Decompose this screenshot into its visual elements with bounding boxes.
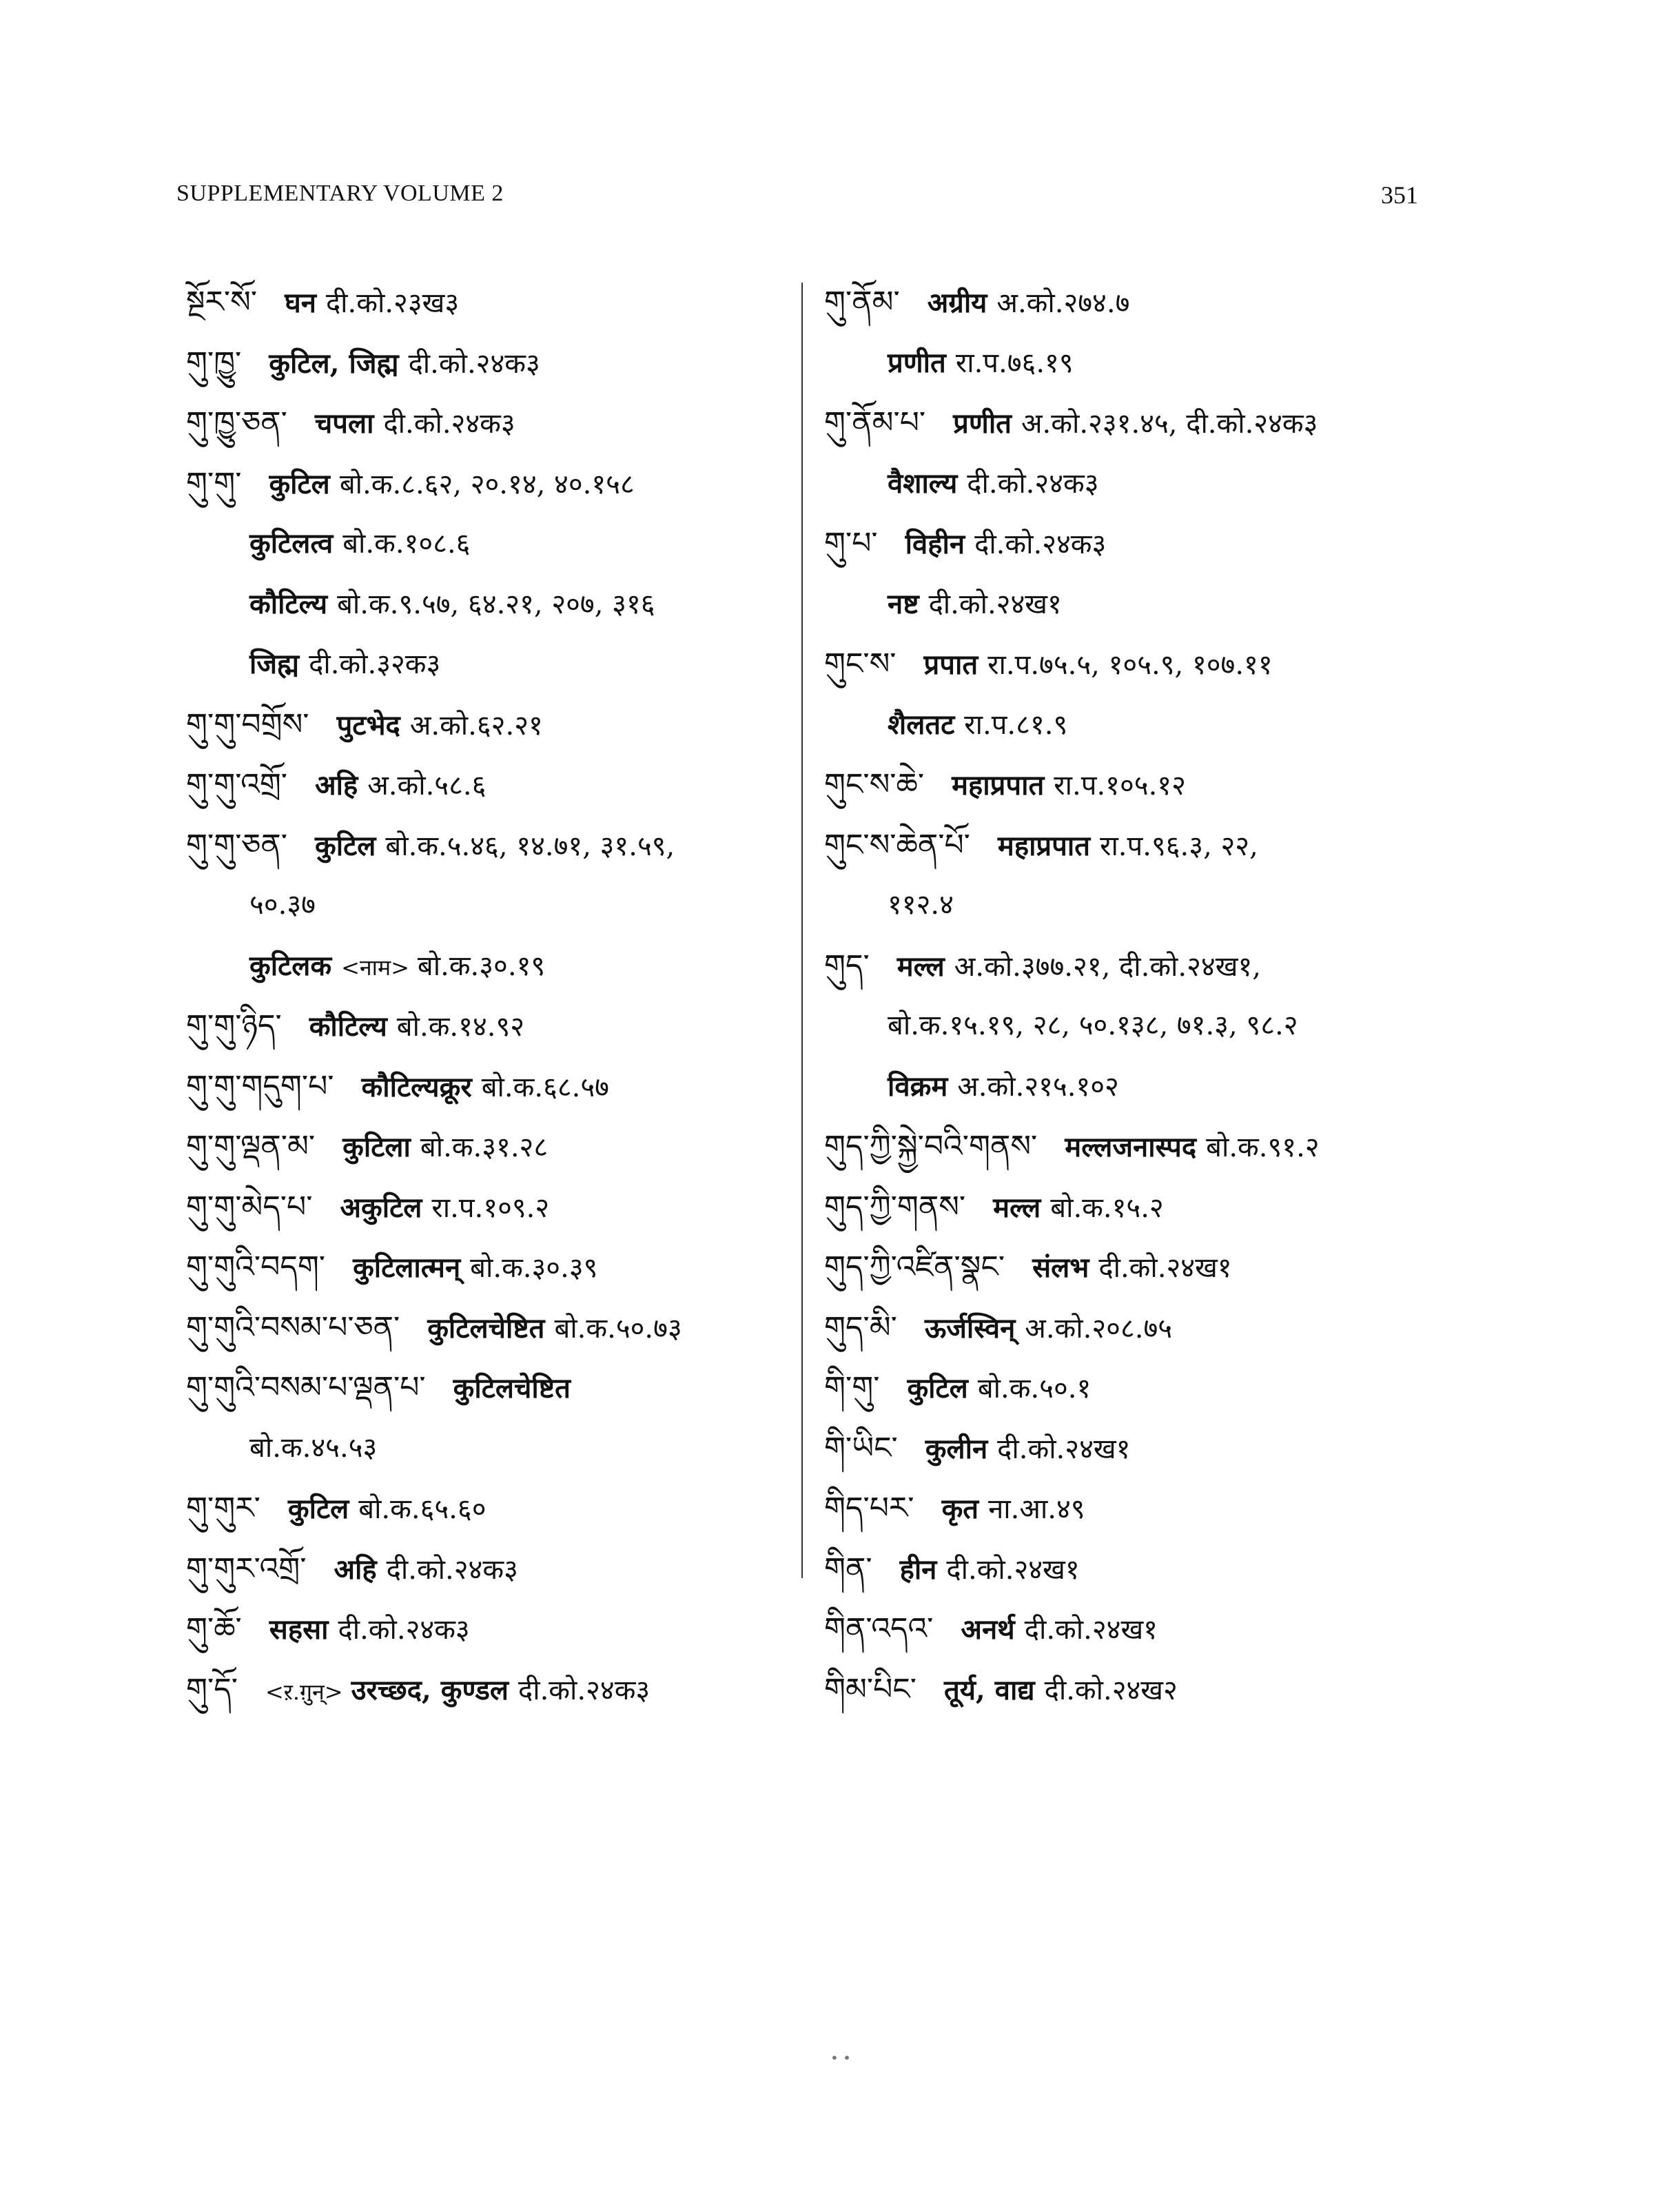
running-title: SUPPLEMENTARY VOLUME 2 xyxy=(176,181,504,206)
tibetan-headword: གུ་གུ་མེད་པ་ xyxy=(186,1189,313,1225)
entry-continuation xyxy=(824,875,1458,936)
sanskrit-equivalent: तूर्य, वाद्य xyxy=(943,1673,1035,1706)
sanskrit-equivalent: उरच्छद, कुण्डल xyxy=(351,1673,509,1706)
entry-continuation xyxy=(186,936,792,997)
dictionary-entry xyxy=(186,695,792,755)
tibetan-headword: གུ་ཁྱུ་ xyxy=(186,345,242,380)
tibetan-headword: གུ་གུ་བགྲོས་ xyxy=(186,706,309,742)
source-reference: रा.प.९६.३, २२, xyxy=(1100,830,1258,862)
tibetan-headword: གིན་འདའ་ xyxy=(824,1611,934,1646)
sanskrit-equivalent: कुटिल xyxy=(287,1493,349,1525)
tibetan-headword: སྔོར་སོ་ xyxy=(186,285,258,320)
sanskrit-equivalent: कुटिलत्व xyxy=(249,527,334,560)
dictionary-entry xyxy=(824,1116,1458,1177)
sanskrit-equivalent: प्रणीत xyxy=(953,407,1012,440)
tibetan-headword: གིད་པར་ xyxy=(824,1491,914,1526)
tibetan-headword: གིམ་པིང་ xyxy=(824,1671,916,1707)
source-reference: बो.क.१४.९२ xyxy=(396,1011,525,1043)
dictionary-entry xyxy=(824,1478,1458,1539)
source-reference: अ.को.२१५.१०२ xyxy=(957,1070,1119,1103)
dictionary-entry xyxy=(186,1237,792,1298)
source-reference: दी.को.३२क३ xyxy=(309,648,441,680)
source-reference: दी.को.२४ख१ xyxy=(997,1433,1131,1465)
page-header xyxy=(176,181,1418,222)
dictionary-entry xyxy=(824,634,1458,695)
source-reference: दी.को.२४ख१ xyxy=(928,588,1062,620)
dictionary-entry xyxy=(824,1539,1458,1600)
sanskrit-equivalent: कुटिलात्मन् xyxy=(353,1251,461,1284)
source-reference: दी.को.२४ख१ xyxy=(946,1553,1080,1586)
source-reference: दी.को.२४क३ xyxy=(967,467,1099,500)
dictionary-entry xyxy=(186,453,792,514)
sanskrit-equivalent: हीन xyxy=(899,1553,937,1586)
tibetan-headword: གུ་གུ་ཅན་ xyxy=(186,827,288,863)
dictionary-entry xyxy=(186,1659,792,1720)
source-reference: ना.आ.४९ xyxy=(988,1493,1085,1525)
source-reference: अ.को.५८.६ xyxy=(367,770,486,801)
dictionary-entry xyxy=(186,333,792,394)
dictionary-entry xyxy=(824,272,1458,333)
source-reference: दी.को.२४क३ xyxy=(408,347,540,380)
dictionary-entry xyxy=(824,936,1458,997)
sanskrit-equivalent: प्रपात xyxy=(923,648,979,681)
sanskrit-equivalent: कुटिलचेष्टित xyxy=(427,1311,545,1345)
sanskrit-equivalent: विहीन xyxy=(905,528,965,560)
dictionary-entry xyxy=(186,755,792,815)
tibetan-headword: གུ་གུ་གདུག་པ་ xyxy=(186,1068,334,1104)
entry-continuation xyxy=(824,574,1458,635)
source-reference: अ.को.२३१.४५, दी.को.२४क३ xyxy=(1021,408,1318,440)
dictionary-entry xyxy=(186,272,792,333)
page-number: 351 xyxy=(1381,181,1418,209)
dictionary-entry xyxy=(186,1177,792,1238)
dictionary-entry xyxy=(824,1298,1458,1358)
right-column xyxy=(824,272,1458,1719)
source-reference: बो.क.४५.५३ xyxy=(249,1431,378,1464)
sanskrit-equivalent: सहसा xyxy=(269,1613,329,1646)
sanskrit-equivalent: अहि xyxy=(315,769,358,801)
dictionary-entry xyxy=(186,1539,792,1600)
sanskrit-equivalent: विक्रम xyxy=(888,1070,948,1103)
sanskrit-equivalent: शैलतट xyxy=(888,708,955,741)
sanskrit-equivalent: कुटिला xyxy=(342,1131,411,1163)
sanskrit-equivalent: संलभ xyxy=(1032,1251,1089,1284)
dictionary-entry xyxy=(824,513,1458,574)
tibetan-headword: གུ་གུར་ xyxy=(186,1491,260,1526)
tibetan-headword: གུ་ཁྱུ་ཅན་ xyxy=(186,405,287,440)
sanskrit-equivalent: घन xyxy=(285,287,316,319)
dictionary-entry xyxy=(824,1237,1458,1298)
sanskrit-equivalent: कृत xyxy=(941,1493,979,1525)
source-reference: बो.क.१०८.६ xyxy=(342,528,471,560)
source-reference: बो.क.३०.३९ xyxy=(470,1252,598,1284)
dictionary-entry xyxy=(186,1056,792,1117)
source-reference: दी.को.२४ख१ xyxy=(1098,1252,1232,1284)
sanskrit-equivalent: नष्ट xyxy=(888,587,919,620)
source-reference: दी.को.२४क३ xyxy=(386,1553,518,1586)
dictionary-entry xyxy=(186,393,792,453)
tibetan-headword: གུ་གུ་ xyxy=(186,465,242,501)
sanskrit-equivalent: कुटिल xyxy=(907,1372,968,1404)
tibetan-headword: གུད་མི་ xyxy=(824,1309,897,1345)
entry-continuation xyxy=(186,634,792,695)
sanskrit-equivalent: कुटिल xyxy=(315,829,376,862)
entry-continuation xyxy=(186,1418,792,1479)
sanskrit-equivalent: कुटिल, जिह्म xyxy=(269,347,399,380)
sanskrit-equivalent: कुटिल xyxy=(269,467,330,500)
sanskrit-equivalent: मल्लजनास्पद xyxy=(1065,1131,1197,1163)
tibetan-headword: གུ་དོ་ xyxy=(186,1671,238,1707)
source-reference: दी.को.२४ख२ xyxy=(1044,1674,1178,1706)
source-reference: रा.प.८१.९ xyxy=(964,708,1068,741)
dictionary-entry xyxy=(186,1358,792,1418)
source-reference: बो.क.६५.६० xyxy=(358,1493,486,1525)
source-reference: दी.को.२४ख१ xyxy=(1024,1614,1158,1646)
source-reference: दी.को.२४क३ xyxy=(338,1614,470,1646)
tibetan-headword: གུད་ཀྱི་གནས་ xyxy=(824,1189,966,1225)
source-reference: रा.प.१०९.२ xyxy=(431,1192,550,1224)
tibetan-headword: གུ་གུ་ཉིད་ xyxy=(186,1008,282,1043)
source-reference: अ.को.३७७.२१, दी.को.२४ख१, xyxy=(954,950,1261,983)
entry-continuation xyxy=(824,695,1458,755)
source-reference: बो.क.८.६२, २०.१४, ४०.१५८ xyxy=(339,468,635,500)
sanskrit-equivalent: जिह्म xyxy=(249,648,300,680)
source-reference: दी.को.२३ख३ xyxy=(325,287,460,319)
tibetan-headword: གུ་ཆོ་ xyxy=(186,1611,242,1646)
source-reference: बो.क.१५.१९, २८, ५०.१३८, ७१.३, ९८.२ xyxy=(888,1010,1298,1041)
sanskrit-equivalent: महाप्रपात xyxy=(997,829,1091,862)
sanskrit-equivalent: कौटिल्यक्रूर xyxy=(361,1070,472,1103)
dictionary-entry xyxy=(186,996,792,1056)
sanskrit-equivalent: चपला xyxy=(314,407,374,440)
sanskrit-equivalent: महाप्रपात xyxy=(952,769,1045,801)
sanskrit-equivalent: मल्ल xyxy=(993,1191,1041,1224)
column-divider xyxy=(801,283,803,1578)
dictionary-entry xyxy=(824,1358,1458,1418)
source-reference: बो.क.६८.५७ xyxy=(481,1071,609,1103)
dictionary-entry xyxy=(186,815,792,876)
dictionary-entry xyxy=(824,755,1458,815)
source-reference: ५०.३७ xyxy=(249,889,316,921)
source-reference: बो.क.१५.२ xyxy=(1050,1192,1164,1224)
dictionary-entry xyxy=(824,815,1458,876)
sanskrit-equivalent: अनर्थ xyxy=(961,1613,1015,1646)
sanskrit-equivalent: कुलीन xyxy=(925,1432,988,1465)
source-reference: अ.को.२७४.७ xyxy=(996,287,1130,319)
tibetan-headword: གིན་ xyxy=(824,1551,872,1586)
entry-continuation xyxy=(824,1056,1458,1117)
source-reference: रा.प.७६.१९ xyxy=(955,347,1074,379)
tibetan-headword: གུ་ནོམ་པ་ xyxy=(824,405,926,440)
source-reference: बो.क.३०.१९ xyxy=(417,950,546,982)
sanskrit-equivalent: वैशाल्य xyxy=(888,467,958,500)
entry-continuation xyxy=(824,996,1458,1056)
tibetan-headword: གུ་གུ་ལྡན་མ་ xyxy=(186,1129,316,1164)
entry-tag: <ऱ.ग़ुन्> xyxy=(265,1678,343,1705)
tibetan-headword: གུད་ཀྱི་སྐྱེ་བའི་གནས་ xyxy=(824,1129,1038,1164)
source-reference: दी.को.२४क३ xyxy=(518,1674,651,1706)
tibetan-headword: གི་གུ་ xyxy=(824,1370,880,1405)
tibetan-headword: གུ་པ་ xyxy=(824,526,878,561)
source-reference: दी.को.२४क३ xyxy=(974,529,1107,560)
sanskrit-equivalent: पुटभेद xyxy=(336,708,400,742)
tibetan-headword: གུ་གུར་འགྲོ་ xyxy=(186,1551,307,1586)
sanskrit-equivalent: प्रणीत xyxy=(888,346,946,379)
tibetan-headword: གུ་ནོམ་ xyxy=(824,285,900,320)
dictionary-entry xyxy=(824,1418,1458,1479)
dictionary-entry xyxy=(186,1116,792,1177)
dictionary-entry xyxy=(824,393,1458,453)
tibetan-headword: གུང་ས་ཆེན་པོ་ xyxy=(824,827,970,863)
sanskrit-equivalent: कुटिलचेष्टित xyxy=(453,1372,571,1404)
tibetan-headword: གུང་ས་ཆེ་ xyxy=(824,767,925,802)
tibetan-headword: གུད་ཀྱི་འཛིན་སྣང་ xyxy=(824,1249,1005,1285)
source-reference: बो.क.३१.२८ xyxy=(420,1132,549,1163)
dictionary-entry xyxy=(824,1599,1458,1659)
tibetan-headword: གུ་གུའི་བསམ་པ་ཅན་ xyxy=(186,1309,400,1345)
dictionary-entry xyxy=(186,1478,792,1539)
source-reference: रा.प.१०५.१२ xyxy=(1054,770,1186,801)
dictionary-entry xyxy=(186,1599,792,1659)
left-column xyxy=(186,272,792,1719)
entry-tag: <नाम> xyxy=(341,954,409,981)
source-reference: दी.को.२४क३ xyxy=(383,408,515,440)
source-reference: बो.क.९१.२ xyxy=(1206,1132,1320,1163)
sanskrit-equivalent: कौटिल्य xyxy=(309,1010,387,1043)
source-reference: ११२.४ xyxy=(888,889,954,921)
sanskrit-equivalent: कुटिलक xyxy=(249,949,332,982)
source-reference: अ.को.६२.२१ xyxy=(409,709,543,742)
tibetan-headword: གུ་གུའི་བདག་ xyxy=(186,1249,326,1285)
entry-continuation xyxy=(186,574,792,635)
source-reference: बो.क.९.५७, ६४.२१, २०७, ३१६ xyxy=(337,588,655,620)
entry-continuation xyxy=(824,453,1458,514)
sanskrit-equivalent: कौटिल्य xyxy=(249,587,328,620)
entry-continuation xyxy=(186,875,792,936)
source-reference: बो.क.५०.१ xyxy=(977,1373,1092,1404)
source-reference: बो.क.५.४६, १४.७१, ३१.५९, xyxy=(385,830,675,862)
source-reference: बो.क.५०.७३ xyxy=(554,1312,682,1345)
dictionary-entry xyxy=(824,1659,1458,1720)
sanskrit-equivalent: अहि xyxy=(334,1553,377,1586)
tibetan-headword: གུད་ xyxy=(824,948,870,983)
sanskrit-equivalent: मल्ल xyxy=(897,950,945,983)
tibetan-headword: གུང་ས་ xyxy=(824,646,897,682)
dictionary-entry xyxy=(186,1298,792,1358)
scan-speck: • • xyxy=(830,2050,851,2066)
sanskrit-equivalent: ऊर्जस्विन् xyxy=(924,1311,1016,1345)
sanskrit-equivalent: अकुटिल xyxy=(340,1191,422,1224)
entry-continuation xyxy=(186,513,792,574)
sanskrit-equivalent: अग्रीय xyxy=(927,287,987,319)
entry-continuation xyxy=(824,333,1458,394)
tibetan-headword: གུ་གུའི་བསམ་པ་ལྡན་པ་ xyxy=(186,1370,426,1405)
tibetan-headword: གུ་གུ་འགྲོ་ xyxy=(186,767,288,802)
source-reference: अ.को.२०८.७५ xyxy=(1025,1312,1173,1345)
dictionary-entry xyxy=(824,1177,1458,1238)
tibetan-headword: གི་ཡིང་ xyxy=(824,1430,898,1466)
source-reference: रा.प.७५.५, १०५.९, १०७.११ xyxy=(987,649,1273,681)
